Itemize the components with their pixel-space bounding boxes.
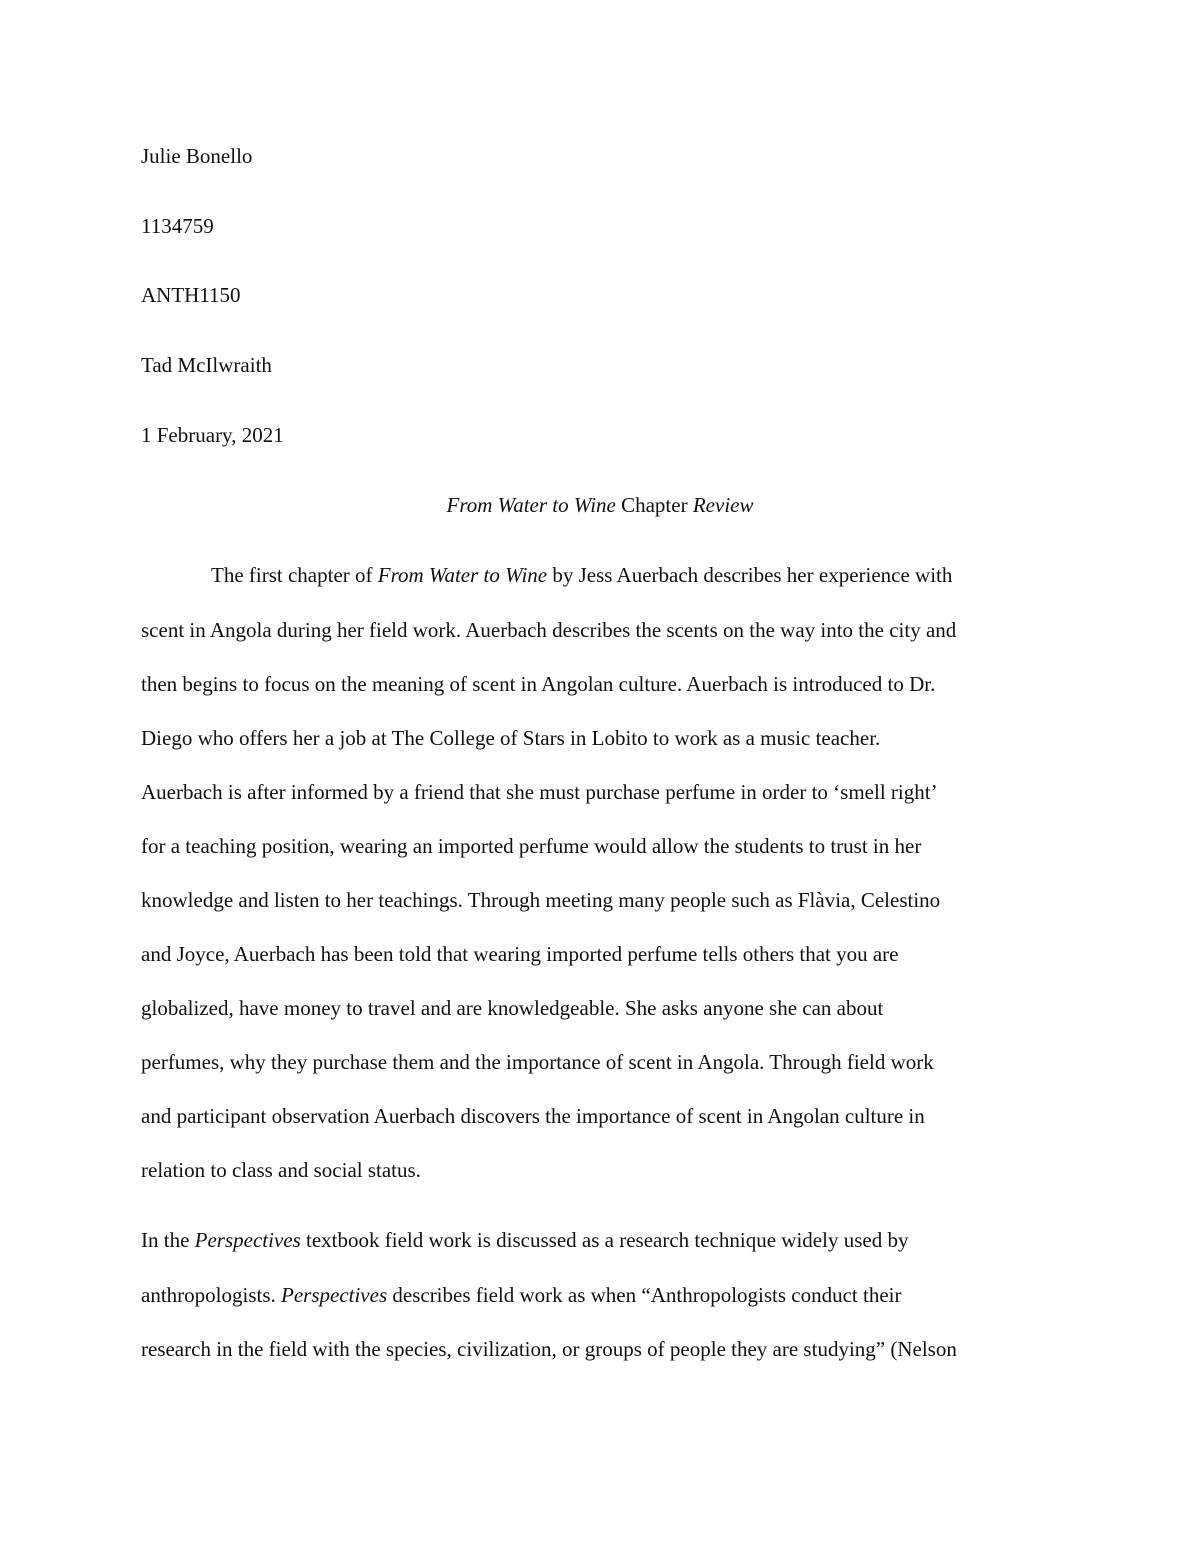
- paragraph1-line5: Auerbach is after informed by a friend that she must purchase perfume in order to ‘smell right’: [141, 780, 938, 804]
- p2-line1-b: textbook field work is discussed as a research technique widely used by: [300, 1228, 909, 1252]
- paragraph1-line6: for a teaching position, wearing an imported perfume would allow the students to trust in her: [141, 834, 922, 858]
- paragraph1-line9: globalized, have money to travel and are knowledgeable. She asks anyone she can about: [141, 996, 884, 1020]
- course-code: ANTH1150: [141, 283, 241, 307]
- paragraph1-line2: scent in Angola during her field work. Auerbach describes the scents on the way into the city and: [141, 618, 957, 642]
- p2-line2-italic: Perspectives: [281, 1283, 388, 1307]
- p1-line1-a: The first chapter of: [211, 563, 378, 587]
- p2-line2-a: anthropologists.: [141, 1283, 281, 1307]
- title-middle: Chapter: [615, 493, 693, 517]
- title-italic-part: From Water to Wine: [446, 493, 616, 517]
- paragraph2-line3: research in the field with the species, civilization, or groups of people they are studying” (Nelson: [141, 1337, 957, 1361]
- paragraph1-line12: relation to class and social status.: [141, 1158, 421, 1182]
- paragraph1-line4: Diego who offers her a job at The College of Stars in Lobito to work as a music teacher.: [141, 726, 881, 750]
- paragraph1-line10: perfumes, why they purchase them and the importance of scent in Angola. Through field work: [141, 1050, 934, 1074]
- title-italic-end: Review: [692, 493, 754, 517]
- paragraph1-line1: [211, 561, 952, 589]
- student-id: 1134759: [141, 214, 214, 238]
- paragraph1-line7: knowledge and listen to her teachings. Through meeting many people such as Flàvia, Celestino: [141, 888, 941, 912]
- paragraph1-line8: and Joyce, Auerbach has been told that wearing imported perfume tells others that you are: [141, 942, 899, 966]
- document-title: [0, 491, 1200, 519]
- paragraph2-line2: [141, 1281, 902, 1309]
- instructor-name: Tad McIlwraith: [141, 353, 272, 377]
- p2-line2-b: describes field work as when “Anthropologists conduct their: [387, 1283, 902, 1307]
- paragraph1-line11: and participant observation Auerbach discovers the importance of scent in Angolan culture in: [141, 1104, 925, 1128]
- paragraph2-line1: [141, 1226, 908, 1254]
- p2-line1-italic: Perspectives: [194, 1228, 301, 1252]
- submission-date: 1 February, 2021: [141, 423, 284, 447]
- paragraph1-line3: then begins to focus on the meaning of scent in Angolan culture. Auerbach is introduced to Dr.: [141, 672, 936, 696]
- p2-line1-a: In the: [141, 1228, 195, 1252]
- p1-line1-b: by Jess Auerbach describes her experience with: [547, 563, 953, 587]
- p1-line1-italic: From Water to Wine: [377, 563, 548, 587]
- author-name: Julie Bonello: [141, 144, 253, 168]
